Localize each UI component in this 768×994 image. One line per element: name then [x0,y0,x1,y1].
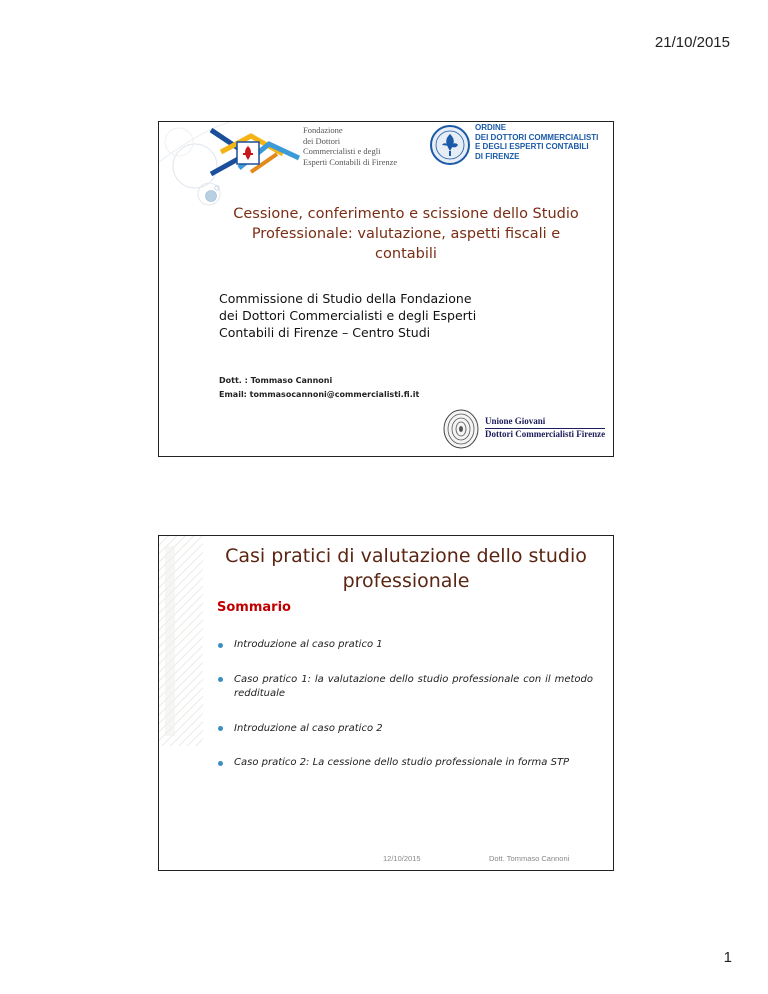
fondazione-name: Fondazione dei Dottori Commercialisti e degli Esperti Contabili di Firenze [303,125,398,167]
slide-1 [158,121,614,457]
list-item: Caso pratico 2: La cessione dello studio professionale in forma STP [217,756,593,771]
author-block [219,374,419,402]
slide-footer-author: Dott. Tommaso Cannoni [489,854,570,863]
list-item: Introduzione al caso pratico 2 [217,722,593,737]
list-item: Caso pratico 1: la valutazione dello studio professionale con il metodo reddituale [217,673,593,702]
ordine-seal-logo [429,124,471,166]
summary-heading: Sommario [217,600,291,615]
unione-divider [485,428,605,429]
slide-footer-date: 12/10/2015 [383,854,421,863]
author-email: Email: tommasocannoni@commercialisti.fi.it [219,390,420,399]
slide-2-title: Casi pratici di valutazione dello studio professionale [225,545,587,592]
summary-list [217,638,593,771]
slide-2 [158,535,614,871]
page-number: 1 [723,949,732,966]
fondazione-logo [207,124,303,180]
author-name: Dott. : Tommaso Cannoni [219,376,333,385]
ordine-name: ORDINE DEI DOTTORI COMMERCIALISTI E DEGLI ESPERTI CONTABILI DI FIRENZE [475,123,599,161]
decorative-strip [159,536,211,746]
unione-giovani-logo [441,408,481,450]
page-date: 21/10/2015 [654,34,730,51]
slide-1-title: Cessione, conferimento e scissione dello Studio Professionale: valutazione, aspetti fiscali e contabili [233,206,579,262]
unione-giovani-name: Unione Giovani Dottori Commercialisti Firenze [485,416,606,439]
commission-text: Commissione di Studio della Fondazione dei Dottori Commercialisti e degli Esperti Contabili di Firenze – Centro Studi [219,291,477,340]
list-item: Introduzione al caso pratico 1 [217,638,593,653]
